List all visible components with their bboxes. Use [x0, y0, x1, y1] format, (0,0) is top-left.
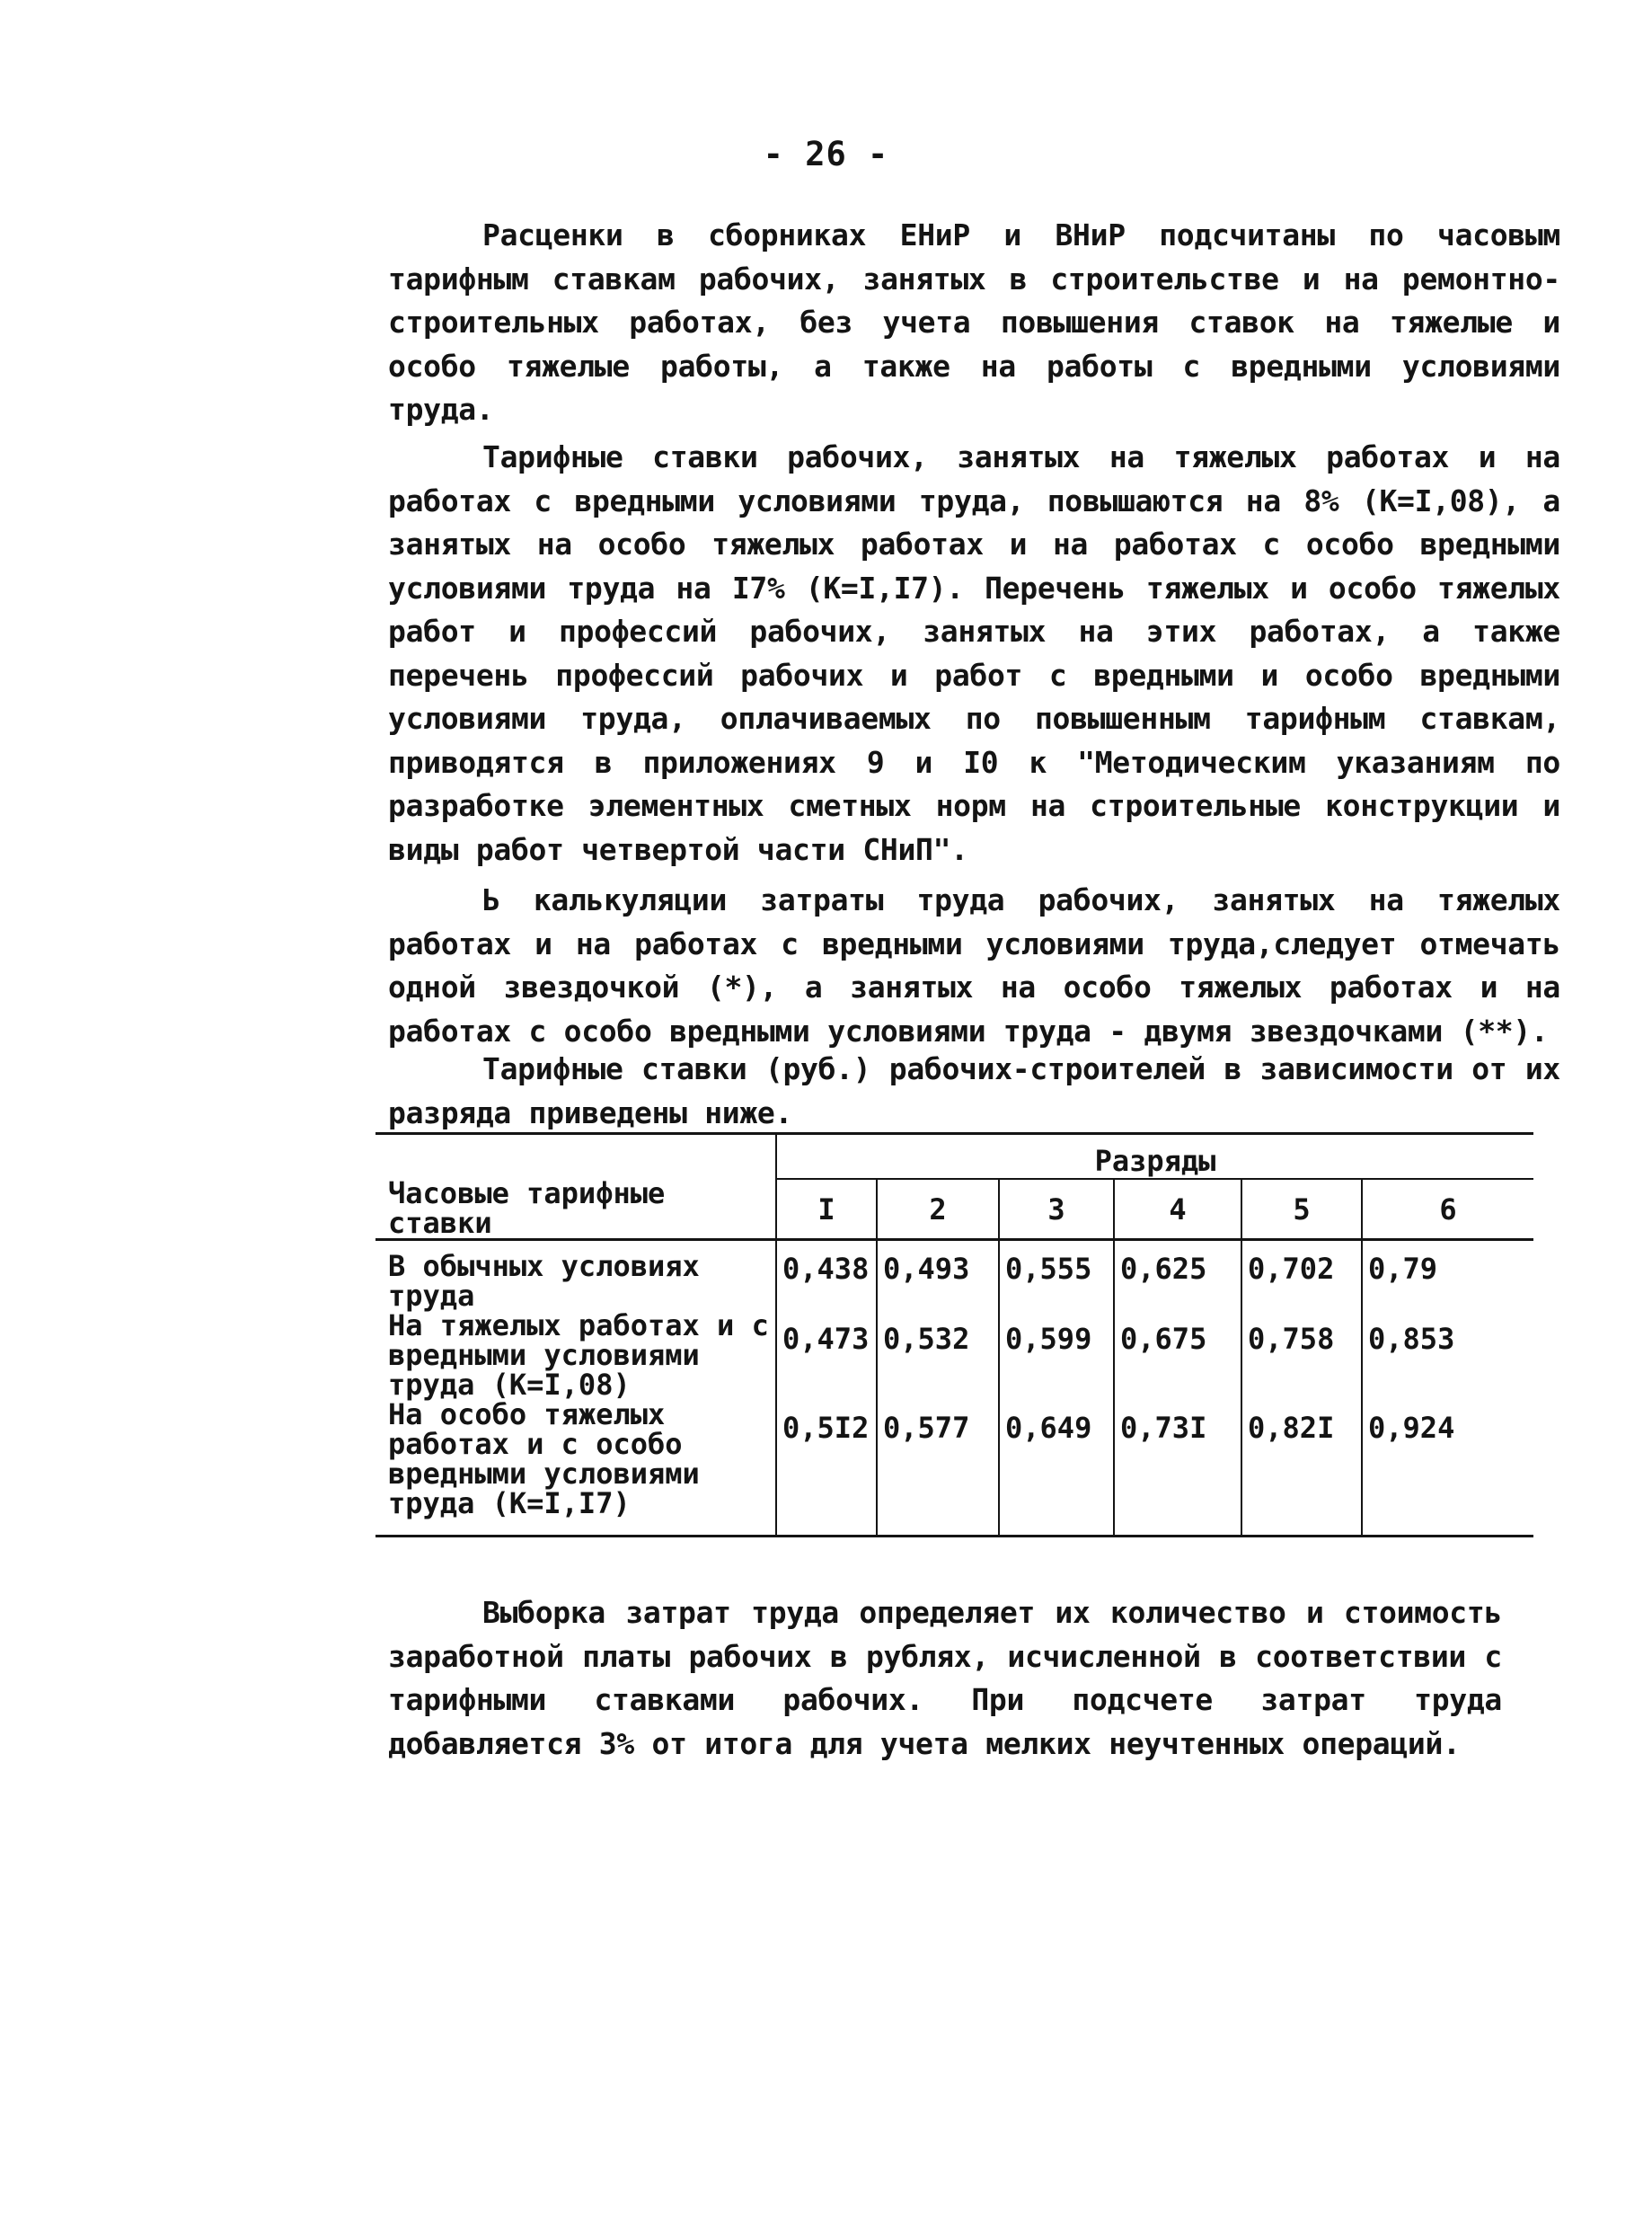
table-cell: 0,758 [1241, 1311, 1362, 1400]
table-cell: 0,675 [1114, 1311, 1241, 1400]
table-header-grades: Разряды [776, 1134, 1533, 1180]
table-cell: 0,702 [1241, 1240, 1362, 1312]
table-col-header: 3 [999, 1179, 1114, 1240]
table-header-row-groups [375, 1134, 1533, 1180]
table-row [375, 1400, 1533, 1537]
table-header-blank [375, 1134, 776, 1180]
table-cell: 0,555 [999, 1240, 1114, 1312]
table-cell: 0,577 [877, 1400, 999, 1537]
table-row-label: На особо тяжелых работах и с особо вредными условиями труда (К=I,I7) [375, 1400, 776, 1537]
table-cell: 0,532 [877, 1311, 999, 1400]
table-col-header: 6 [1362, 1179, 1533, 1240]
tariff-rates-table [375, 1132, 1533, 1537]
table-cell: 0,79 [1362, 1240, 1533, 1312]
table-col-header: I [776, 1179, 877, 1240]
table-header-rates: Часовые тарифные ставки [388, 1176, 666, 1240]
table-cell: 0,473 [776, 1311, 877, 1400]
table-row-label: В обычных условиях труда [375, 1240, 776, 1312]
table-row [375, 1240, 1533, 1312]
table-header-row [375, 1179, 1533, 1240]
table-cell: 0,649 [999, 1400, 1114, 1537]
page-number: - 26 - [763, 135, 889, 173]
table-row-label: На тяжелых работах и с вредными условиями труда (К=I,08) [388, 1308, 769, 1402]
table-cell: 0,73I [1114, 1400, 1241, 1537]
table-col-header: 5 [1241, 1179, 1362, 1240]
paragraph-calculation-marks: Ь калькуляции затраты труда рабочих, занятых на тяжелых работах и на работах с вредными условиями труда,следует отмечать одной звездочкой (*), а занятых на особо тяжелых работах и на работах с особо вредными условиями труда - двумя звездочками (**). [388, 882, 1560, 1049]
table-cell: 0,625 [1114, 1240, 1241, 1312]
paragraph-labor-sampling: Выборка затрат труда определяет их количество и стоимость заработной платы рабочих в рублях, исчисленной в соответствии с тарифными ставками рабочих. При подсчете затрат труда добавляется 3% от итога для учета мелких неучтенных операций. [388, 1595, 1502, 1761]
table-cell: 0,599 [999, 1311, 1114, 1400]
table-cell: 0,853 [1362, 1311, 1533, 1400]
paragraph-rates-basis: Расценки в сборниках ЕНиР и ВНиР подсчитаны по часовым тарифным ставкам рабочих, занятых в строительстве и на ремонтно-строительных работах, без учета повышения ставок на тяжелые и особо тяжелые работы, а также на работы с вредными условиями труда. [388, 217, 1560, 427]
table-col-header: 2 [877, 1179, 999, 1240]
table-cell: 0,5I2 [776, 1400, 877, 1537]
table-cell: 0,82I [1241, 1400, 1362, 1537]
table-cell: 0,924 [1362, 1400, 1533, 1537]
table-col-header: 4 [1114, 1179, 1241, 1240]
table-cell: 0,438 [776, 1240, 877, 1312]
paragraph-table-intro: Тарифные ставки (руб.) рабочих-строителей в зависимости от их разряда приведены ниже. [388, 1051, 1560, 1130]
paragraph-rate-increase: Тарифные ставки рабочих, занятых на тяжелых работах и на работах с вредными условиями труда, повышаются на 8% (К=I,08), а занятых на особо тяжелых работах и на работах с особо вредными условиями труда на I7% (К=I,I7). Перечень тяжелых и особо тяжелых работ и профессий рабочих, занятых на этих работах, а также перечень профессий рабочих и работ с вредными и особо вредными условиями труда, оплачиваемых по повышенным тарифным ставкам, приводятся в приложениях 9 и I0 к "Методическим указаниям по разработке элементных сметных норм на строительные конструкции и виды работ четвертой части СНиП". [388, 439, 1560, 867]
table-row [375, 1311, 1533, 1400]
table-cell: 0,493 [877, 1240, 999, 1312]
